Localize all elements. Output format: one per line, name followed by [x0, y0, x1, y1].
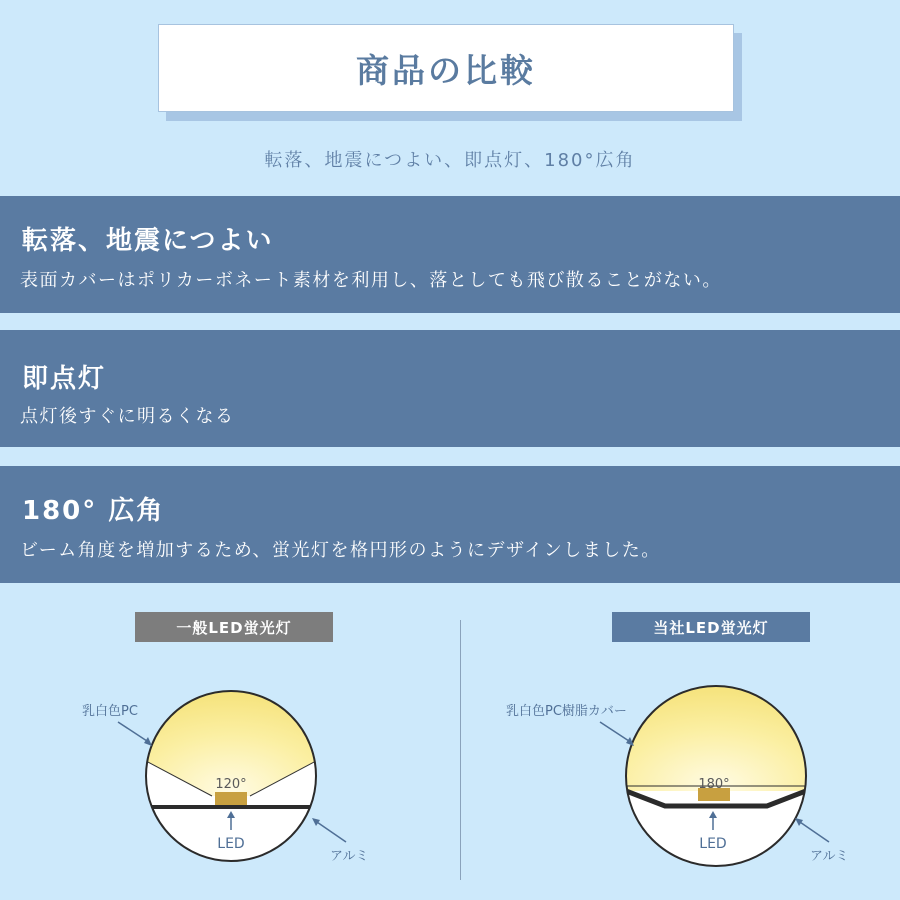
our-light-cone	[626, 686, 806, 791]
page-subtitle: 転落、地震につよい、即点灯、180°広角	[264, 150, 636, 171]
feature-text: ビーム角度を増加するため、蛍光灯を格円形のようにデザインしました。	[20, 540, 661, 561]
label-our-led: 当社LED蛍光灯	[612, 612, 810, 642]
general-base-label: アルミ	[330, 849, 369, 864]
feature-heading: 転落、地震につよい	[22, 226, 274, 256]
page-title: 商品の比較	[356, 50, 536, 90]
general-angle-label: 120°	[215, 777, 247, 792]
comparison-diagram	[0, 600, 900, 900]
our-tube-diagram	[506, 686, 848, 866]
our-led-label: LED	[699, 836, 727, 852]
feature-band-shock	[0, 196, 900, 313]
title-box	[158, 24, 734, 112]
general-tube-diagram	[82, 691, 368, 864]
label-general-led: 一般LED蛍光灯	[135, 612, 333, 642]
general-aluminum-base	[146, 805, 316, 809]
feature-band-wide-angle	[0, 466, 900, 583]
our-angle-label: 180°	[698, 777, 730, 792]
feature-text: 点灯後すぐに明るくなる	[20, 406, 235, 427]
general-led-label: LED	[217, 836, 245, 852]
feature-band-instant	[0, 330, 900, 447]
general-led-chip	[215, 792, 247, 805]
general-cover-label: 乳白色PC	[82, 704, 138, 719]
feature-heading: 即点灯	[22, 364, 107, 394]
our-cover-label: 乳白色PC樹脂カバー	[506, 704, 627, 719]
feature-heading: 180° 広角	[22, 496, 165, 526]
our-base-label: アルミ	[810, 849, 849, 864]
feature-text: 表面カバーはポリカーボネート素材を利用し、落としても飛び散ることがない。	[20, 270, 722, 291]
